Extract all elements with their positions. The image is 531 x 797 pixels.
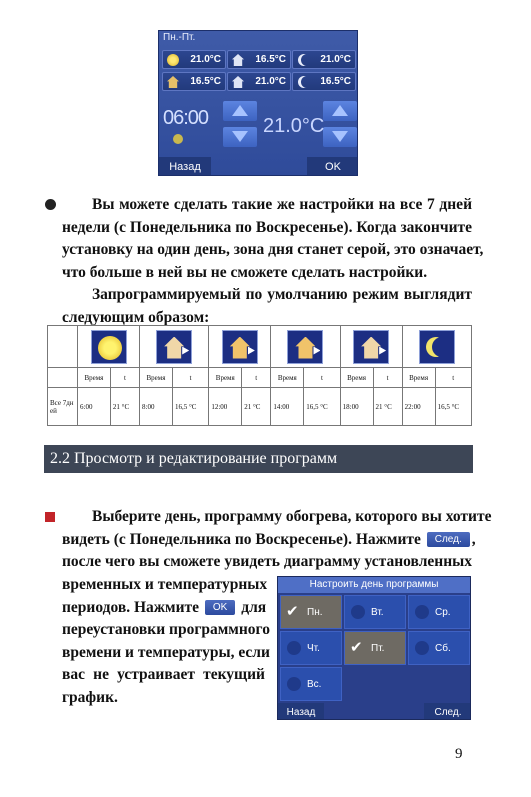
table-header: Время [78,368,111,388]
table-cell [48,326,78,368]
paragraph-line: вас не устраивает текущий [62,666,265,683]
arrow-down-icon [332,131,348,142]
moon-icon [301,76,313,88]
arrow-up-icon [332,105,348,116]
table-cell [78,326,140,368]
period-cell-2: 16.5°C [227,50,291,69]
table-cell [340,326,402,368]
paragraph-line: недели (с Понедельника по Воскресенье). Когда закончите [62,218,472,236]
decrease-button [223,127,257,147]
paragraph-line: следующим образом: [62,308,210,326]
temperature-display: 21.0°C [263,115,325,137]
back-button: Назад [159,157,211,176]
paragraph-2 [62,284,472,329]
time-display: 06:00 [163,107,209,129]
temp-cell: 16,5 °C [435,388,471,426]
next-button-inline: След. [427,532,470,547]
table-cell [209,326,271,368]
moon-icon [301,54,313,66]
paragraph-line: временных и температурных [62,576,268,593]
time-cell: 14:00 [271,388,304,426]
moon-icon [419,330,455,364]
day-sat: Сб. [408,631,470,665]
sun-icon [167,54,179,66]
bullet-square [45,512,55,522]
ok-button: OK [307,157,358,176]
table-header: Время [271,368,304,388]
sun-icon [91,330,127,364]
status-dot [173,134,183,144]
time-cell: 12:00 [209,388,242,426]
page-number: 9 [455,746,463,762]
radio-icon [351,605,365,619]
day-range-label: Пн.-Пт. [163,32,196,43]
radio-icon [415,641,429,655]
bullet-dot [45,199,56,210]
decrease-button-2 [323,127,357,147]
paragraph-line: график. [62,688,118,706]
ok-button-inline: OK [205,600,235,615]
temp-cell: 16,5 °C [304,388,340,426]
work-icon [222,330,258,364]
home-leave-icon [232,54,244,66]
home-leave-icon [156,330,192,364]
table-icon-row [48,326,472,368]
radio-icon [287,641,301,655]
table-header: t [172,368,208,388]
time-cell: 18:00 [340,388,373,426]
back-button: Назад [278,703,324,720]
paragraph-line: Выберите день, программу обогрева, которого вы хотите [92,508,492,525]
radio-icon [287,677,301,691]
time-cell: 22:00 [402,388,435,426]
day-sun: Вс. [280,667,342,701]
paragraph-line: что больше в ней вы не сможете сделать настройки. [62,263,428,281]
paragraph-line: периодов. Нажмите OK для [62,598,267,616]
table-cell [402,326,471,368]
table-header: t [110,368,139,388]
time-cell: 8:00 [140,388,173,426]
period-cell-4: 16.5°C [162,72,226,91]
check-icon: ✔ [286,603,299,620]
table-header: Время [402,368,435,388]
table-header: Время [209,368,242,388]
radio-icon [415,605,429,619]
day-mon: ✔ Пн. [280,595,342,629]
day-wed: Ср. [408,595,470,629]
day-fri: ✔ Пт. [344,631,406,665]
paragraph-3-continued [62,574,270,709]
paragraph-line: времени и температуры, если [62,643,270,661]
next-button: След. [424,703,471,720]
home-icon [232,76,244,88]
table-header: Время [140,368,173,388]
paragraph-line: установку на один день, зона дня станет серой, это означает, [62,241,484,258]
time-cell: 6:00 [78,388,111,426]
day-thu: Чт. [280,631,342,665]
paragraph-line: Вы можете сделать такие же настройки на все 7 дней [92,196,472,213]
picker-title: Настроить день программы [278,577,470,593]
paragraph-line: после чего вы сможете увидеть диаграмму установленных [62,553,472,570]
increase-button-2 [323,101,357,121]
paragraph-line: переустановки программного [62,621,270,638]
section-heading: 2.2 Просмотр и редактирование программ [44,445,473,473]
day-picker-screenshot [277,576,471,720]
table-header: t [242,368,271,388]
row-label: Все 7дн ей [48,388,78,426]
home-return-icon [353,330,389,364]
increase-button [223,101,257,121]
work-return-icon [287,330,323,364]
work-return-icon [167,76,179,88]
day-tue: Вт. [344,595,406,629]
default-schedule-table [47,325,472,426]
period-cell-1: 21.0°C [162,50,226,69]
check-icon: ✔ [350,639,363,656]
arrow-down-icon [232,131,248,142]
temp-cell: 21 °C [373,388,402,426]
period-cell-5: 21.0°C [227,72,291,91]
table-header: t [435,368,471,388]
period-cell-6: 16.5°C [292,72,356,91]
table-header: Время [340,368,373,388]
table-header: t [304,368,340,388]
table-cell [140,326,209,368]
thermostat-screenshot [158,30,358,176]
paragraph-line: видеть (с Понедельника по Воскресенье). Нажмите След. , [62,530,476,548]
paragraph-3 [62,506,492,574]
table-row [48,388,472,426]
temp-cell: 16,5 °C [172,388,208,426]
arrow-up-icon [232,105,248,116]
table-cell [48,368,78,388]
paragraph-line: Запрограммируемый по умолчанию режим выглядит [92,286,472,303]
period-cell-3: 21.0°C [292,50,356,69]
table-header-row [48,368,472,388]
temp-cell: 21 °C [242,388,271,426]
table-cell [271,326,340,368]
table-header: t [373,368,402,388]
temp-cell: 21 °C [110,388,139,426]
paragraph-1 [62,194,484,284]
